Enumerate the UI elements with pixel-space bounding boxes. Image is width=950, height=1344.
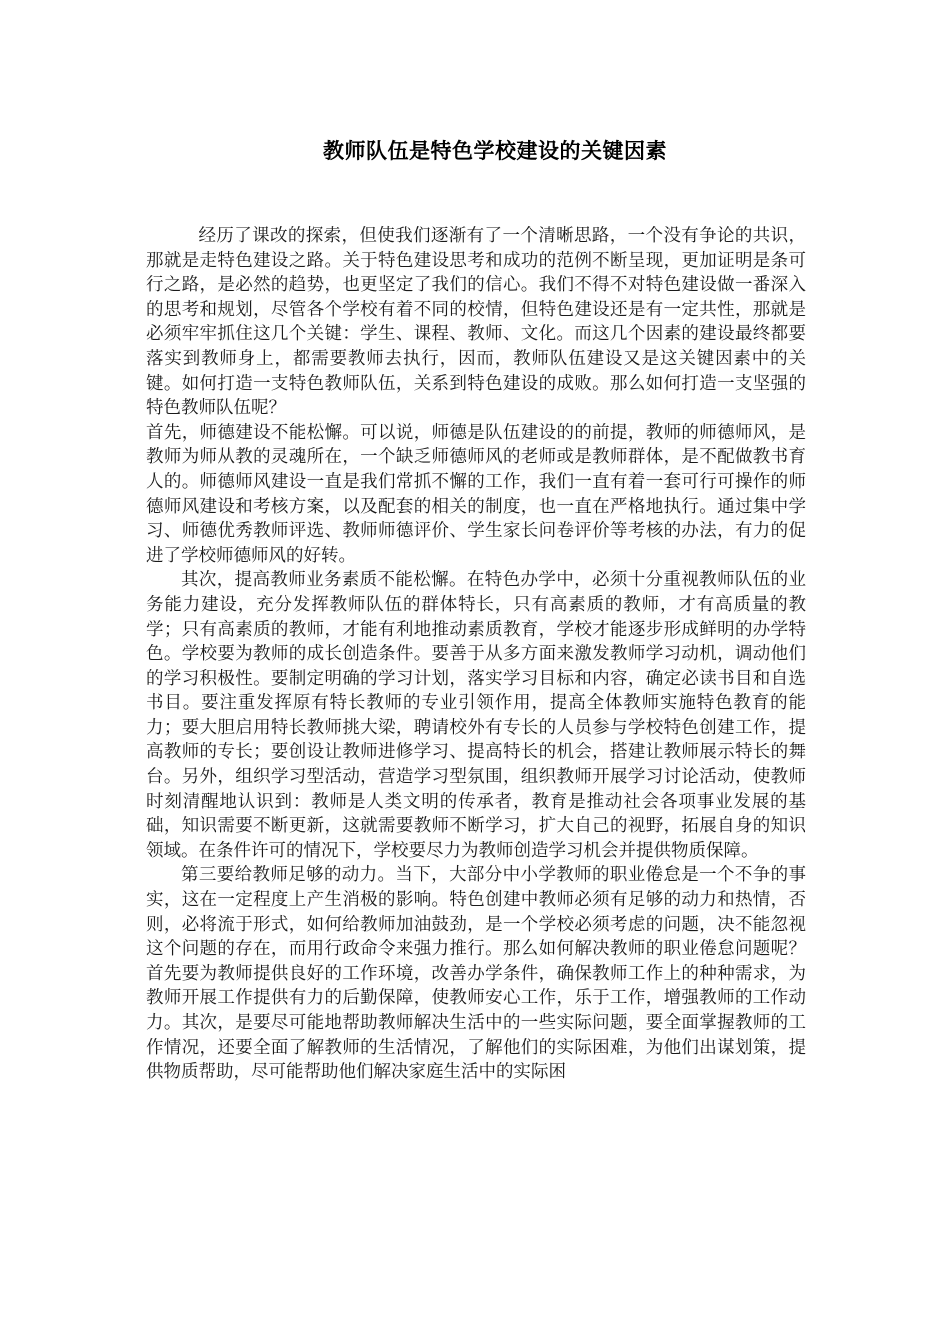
paragraph-second-text: 其次，提高教师业务素质不能松懈。在特色办学中，必须十分重视教师队伍的业务能力建设，充分发挥教师队伍的群体特长，只有高素质的教师，才有高质量的教学；只有高素质的教师，才能有利地推动素质教育，学校才能逐步形成鲜明的办学特色。学校要为教师的成长创造条件。要善于从多方面来激发教师学习动机，调动他们的学习积极性。要制定明确的学习计划，落实学习目标和内容，确定必读书目和自选书目。要注重发挥原有特长教师的专业引领作用，提高全体教师实施特色教育的能力；要大胆启用特长教师挑大梁，聘请校外有专长的人员参与学校特色创建工作，提高教师的专长；要创设让教师进修学习、提高特长的机会，搭建让教师展示特长的舞台。另外，组织学习型活动，营造学习型氛围，组织教师开展学习讨论活动，使教师时刻清醒地认识到：教师是人类文明的传承者，教育是推动社会各项事业发展的基础，知识需要不断更新，这就需要教师不断学习，扩大自己的视野，拓展自身的知识领域。在条件许可的情况下，学校要尽力为教师创造学习机会并提供物质保障。 — [146, 570, 806, 861]
paragraph-intro-text: 经历了课改的探索，但使我们逐渐有了一个清晰思路，一个没有争论的共识，那就是走特色建设之路。关于特色建设思考和成功的范例不断呈现，更加证明是条可行之路，是必然的趋势，也更坚定了我们的信心。我们不得不对特色建设做一番深入的思考和规划，尽管各个学校有着不同的校情，但特色建设还是有一定共性，那就是必须牢牢抓住这几个关键：学生、课程、教师、文化。而这几个因素的建设最终都要落实到教师身上，都需要教师去执行，因而，教师队伍建设又是这关键因素中的关键。如何打造一支特色教师队伍，关系到特色建设的成败。那么如何打造一支坚强的特色教师队伍呢？ — [146, 226, 806, 419]
document-body — [146, 224, 806, 1085]
paragraph-intro — [146, 224, 806, 421]
paragraph-first-text: 首先，师德建设不能松懈。可以说，师德是队伍建设的的前提，教师的师德师风，是教师为师从教的灵魂所在，一个缺乏师德师风的老师或是教师群体，是不配做教书育人的。师德师风建设一直是我们常抓不懈的工作，我们一直有着一套可行可操作的师德师风建设和考核方案，以及配套的相关的制度，也一直在严格地执行。通过集中学习、师德优秀教师评选、教师师德评价、学生家长问卷评价等考核的办法，有力的促进了学校师德师风的好转。 — [146, 422, 806, 566]
document-title: 教师队伍是特色学校建设的关键因素 — [323, 139, 667, 163]
paragraph-third-text: 第三要给教师足够的动力。当下，大部分中小学教师的职业倦怠是一个不争的事实，这在一定程度上产生消极的影响。特色创建中教师必须有足够的动力和热情，否则，必将流于形式，如何给教师加油鼓劲，是一个学校必须考虑的问题，决不能忽视这个问题的存在，而用行政命令来强力推行。那么如何解决教师的职业倦怠问题呢？首先要为教师提供良好的工作环境，改善办学条件，确保教师工作上的种种需求，为教师开展工作提供有力的后勤保障，使教师安心工作，乐于工作，增强教师的工作动力。其次，是要尽可能地帮助教师解决生活中的一些实际问题，要全面掌握教师的工作情况，还要全面了解教师的生活情况，了解他们的实际困难，为他们出谋划策，提供物质帮助，尽可能帮助他们解决家庭生活中的实际困 — [146, 865, 806, 1083]
paragraph-first — [146, 421, 806, 569]
paragraph-third — [146, 863, 806, 1084]
paragraph-second — [146, 568, 806, 863]
